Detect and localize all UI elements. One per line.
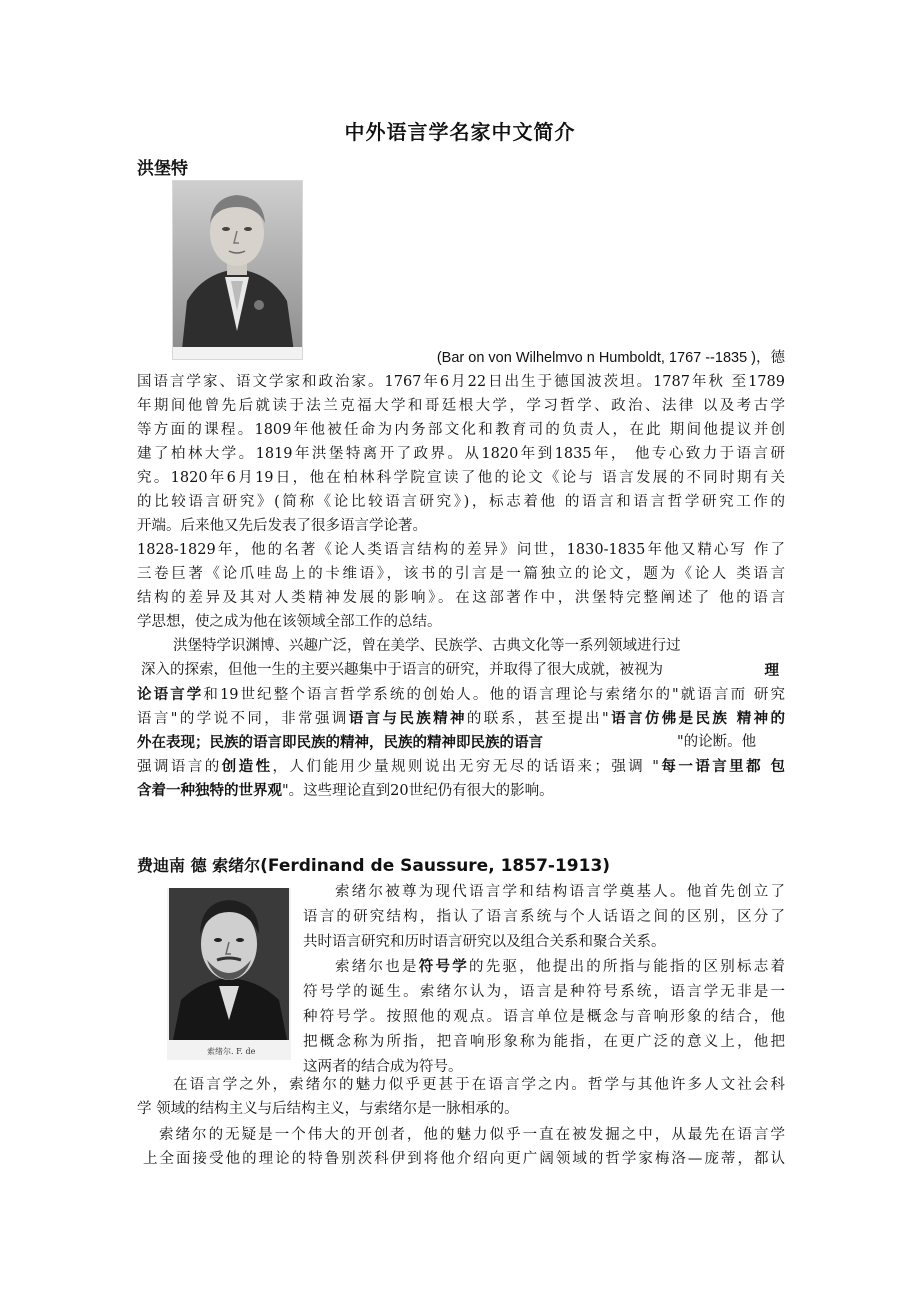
humboldt-p2-line-7: 含着一种独特的世界观"。这些理论直到20世纪仍有很大的影响。 bbox=[137, 782, 554, 799]
saussure-side-line-2: 语言的研究结构，指认了语言系统与个人话语之间的区别，区分了 bbox=[303, 909, 785, 925]
humboldt-line-6: 究。1820年6月19日，他在柏林科学院宣读了他的论文《论与 语言发展的不同时期有关 bbox=[137, 470, 785, 486]
saussure-portrait bbox=[167, 888, 291, 1060]
page-title: 中外语言学名家中文简介 bbox=[344, 120, 576, 144]
saussure-line-2: 学 领域的结构主义与后结构主义，与索绪尔是一脉相承的。 bbox=[137, 1101, 519, 1117]
humboldt-line-4: 等方面的课程。1809年他被任命为内务部文化和教育司的负责人，在此 期间他提议并创 bbox=[137, 422, 785, 438]
saussure-side-line-3: 共时语言研究和历时语言研究以及组合关系和聚合关系。 bbox=[303, 934, 666, 950]
section-heading-humboldt: 洪堡特 bbox=[137, 159, 188, 179]
humboldt-p2-line-2: 深入的探索，但他一生的主要兴趣集中于语言的研究，并取得了很大成就，被视为 理 bbox=[141, 662, 779, 679]
humboldt-line-1: (Bar on von Wilhelmvo n Humboldt, 1767 --1835 )，德 bbox=[436, 350, 785, 366]
saussure-side-line-4: 索绪尔也是符号学的先驱，他提出的所指与能指的区别标志着 bbox=[335, 958, 785, 975]
humboldt-line-8: 开端。后来他又先后发表了很多语言学论著。 bbox=[137, 518, 427, 534]
humboldt-p2-line-5: 外在表现；民族的语言即民族的精神，民族的精神即民族的语言 "的论断。他 bbox=[137, 734, 757, 751]
humboldt-line-11: 结构的差异及其对人类精神发展的影响》。在这部著作中，洪堡特完整阐述了 他的语言 bbox=[137, 590, 785, 606]
humboldt-p2-line-4: 语言"的学说不同，非常强调语言与民族精神的联系，甚至提出"语言仿佛是民族 精神的 bbox=[137, 710, 785, 727]
saussure-side-line-8: 这两者的结合成为符号。 bbox=[303, 1059, 463, 1075]
humboldt-p2-line-6: 强调语言的创造性，人们能用少量规则说出无穷无尽的话语来；强调 "每一语言里都 包 bbox=[137, 758, 785, 775]
saussure-line-4: 上全面接受他的理论的特鲁别茨科伊到将他介绍向更广阔领域的哲学家梅洛—庞蒂，都认 bbox=[143, 1151, 785, 1167]
humboldt-line-2: 国语言学家、语文学家和政治家。1767年6月22日出生于德国波茨坦。1787年秋 至1789 bbox=[137, 374, 785, 390]
humboldt-line-10: 三卷巨著《论爪哇岛上的卡维语》，该书的引言是一篇独立的论文，题为《论人 类语言 bbox=[137, 566, 785, 582]
humboldt-line-5: 建了柏林大学。1819年洪堡特离开了政界。从1820年到1835年， 他专心致力于语言研 bbox=[137, 446, 785, 462]
humboldt-portrait bbox=[172, 180, 303, 360]
saussure-side-line-1: 索绪尔被尊为现代语言学和结构语言学奠基人。他首先创立了 bbox=[335, 884, 785, 900]
saussure-side-line-6: 种符号学。按照他的观点。语言单位是概念与音响形象的结合，他 bbox=[303, 1009, 785, 1025]
saussure-line-3: 索绪尔的无疑是一个伟大的开创者，他的魅力似乎一直在被发掘之中，从最先在语言学 bbox=[159, 1127, 785, 1143]
saussure-side-line-7: 把概念称为所指，把音响形象称为能指，在更广泛的意义上，他把 bbox=[303, 1034, 785, 1050]
saussure-side-line-5: 符号学的诞生。索绪尔认为，语言是种符号系统，语言学无非是一 bbox=[303, 984, 785, 1000]
humboldt-line-3: 年期间他曾先后就读于法兰克福大学和哥廷根大学，学习哲学、政治、法律 以及考古学 bbox=[137, 398, 785, 414]
section-heading-saussure: 费迪南 德 索绪尔(Ferdinand de Saussure, 1857-1913) bbox=[137, 856, 611, 876]
saussure-portrait-image bbox=[167, 888, 291, 1060]
humboldt-p2-line-3: 论语言学和19世纪整个语言哲学系统的创始人。他的语言理论与索绪尔的"就语言而 研究 bbox=[137, 686, 785, 703]
saussure-line-1: 在语言学之外，索绪尔的魅力似乎更甚于在语言学之内。哲学与其他许多人文社会科 bbox=[173, 1077, 785, 1093]
saussure-portrait-caption: 索绪尔. F. de bbox=[207, 1047, 256, 1056]
humboldt-line-9: 1828-1829年，他的名著《论人类语言结构的差异》问世，1830-1835年他又精心写 作了 bbox=[137, 542, 785, 558]
humboldt-p2-line-1: 洪堡特学识渊博、兴趣广泛，曾在美学、民族学、古典文化等一系列领域进行过 bbox=[173, 638, 681, 654]
humboldt-portrait-image bbox=[173, 181, 302, 359]
humboldt-line-12: 学思想，使之成为他在该领域全部工作的总结。 bbox=[137, 614, 442, 630]
humboldt-line-7: 的比较语言研究》(简称《论比较语言研究》)，标志着他 的语言和语言哲学研究工作的 bbox=[137, 494, 785, 510]
